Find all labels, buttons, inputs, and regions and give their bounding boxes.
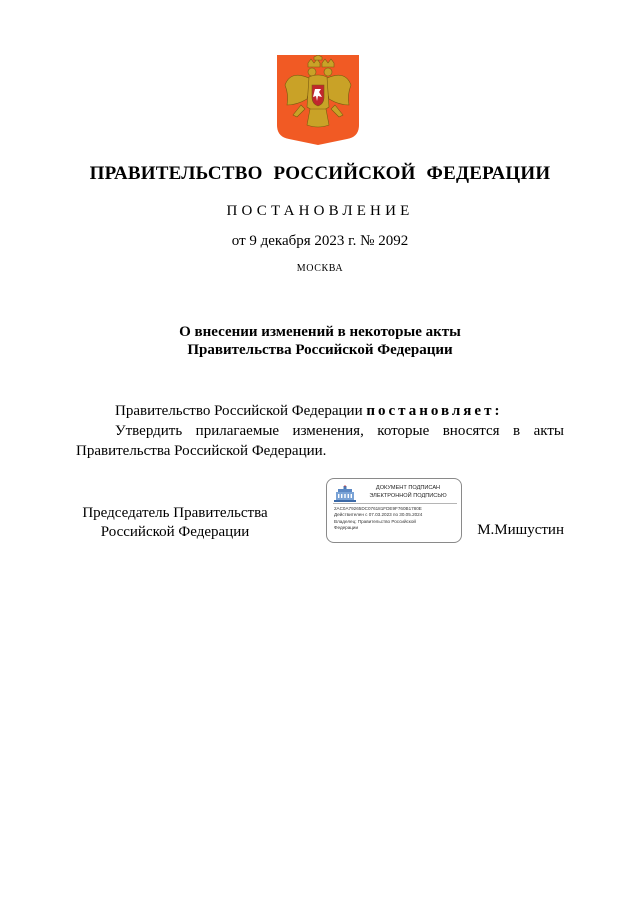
decree-word: постановляет: [366, 403, 503, 419]
stamp-title-line-2: ЭЛЕКТРОННОЙ ПОДПИСЬЮ [369, 493, 447, 499]
subject-line-2: Правительства Российской Федерации [187, 342, 453, 358]
document-subject [0, 323, 640, 359]
stamp-divider [333, 503, 457, 504]
russian-coat-of-arms-icon [277, 55, 359, 145]
document-type: ПОСТАНОВЛЕНИЕ [226, 203, 414, 219]
stamp-header [333, 483, 457, 505]
e-signature-stamp [326, 478, 462, 543]
document-date-number: от 9 декабря 2023 г. № 2092 [231, 233, 409, 249]
resolution-paragraph: Утвердить прилагаемые изменения, которые вносятся в акты Правительства Российской Федерации. [76, 423, 564, 459]
government-building-icon [334, 485, 356, 503]
signatory-position [60, 504, 290, 542]
stamp-certificate: 2AC0A79265DC076181FDE9F760B1780E [334, 506, 422, 511]
stamp-owner-line-1: Владелец: Правительство Российской [334, 518, 416, 524]
document-city: МОСКВА [296, 263, 344, 274]
stamp-title-line-1: ДОКУМЕНТ ПОДПИСАН [375, 485, 441, 491]
stamp-owner-line-2: Федерации [334, 524, 359, 530]
position-line-2: Российской Федерации [100, 524, 250, 540]
decree-lead: Правительство Российской Федерации [115, 403, 367, 419]
decree-paragraph [76, 401, 564, 421]
government-title: ПРАВИТЕЛЬСТВО РОССИЙСКОЙ ФЕДЕРАЦИИ [89, 163, 551, 184]
stamp-details [334, 506, 458, 531]
document-body [76, 401, 564, 461]
position-line-1: Председатель Правительства [82, 505, 268, 521]
stamp-title [357, 484, 459, 500]
subject-line-1: О внесении изменений в некоторые акты [179, 324, 461, 340]
signatory-name: М.Мишустин [477, 522, 564, 538]
stamp-validity: Действителен с 07.03.2023 по 30.05.2024 [334, 512, 423, 518]
